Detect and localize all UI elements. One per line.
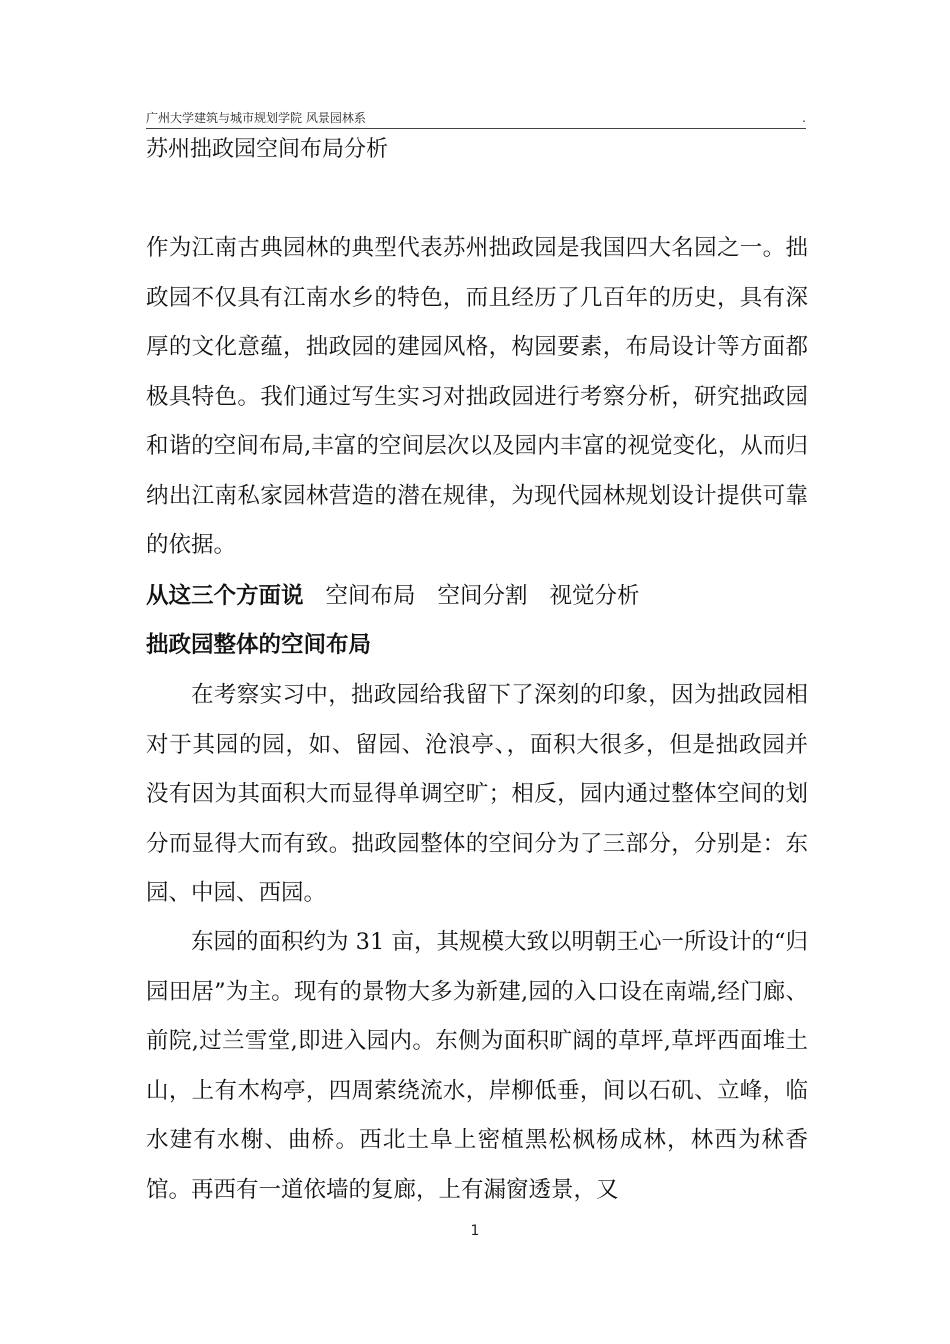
document-title: 苏州拙政园空间布局分析: [146, 137, 389, 162]
page-number: 1: [470, 1223, 480, 1239]
body-paragraph: 东园的面积约为 31 亩，其规模大致以明朝王心一所设计的“归园田居”为主。现有的景物大多为新建,园的入口设在南端,经门廊、前院,过兰雪堂,即进入园内。东侧为面积旷阔的草坪,草坪西面堆土山，上有木构亭，四周萦绕流水，岸柳低垂，间以石矶、立峰，临水建有水榭、曲桥。西北土阜上密植黑松枫杨成林，林西为秫香馆。再西有一道依墙的复廊，上有漏窗透景，又: [146, 929, 808, 1203]
header-institution-text: 广州大学建筑与城市规划学院 风景园林系: [146, 111, 366, 125]
aspects-line: [146, 571, 808, 622]
header-mark: .: [802, 111, 806, 125]
intro-paragraph: 作为江南古典园林的典型代表苏州拙政园是我国四大名园之一。拙政园不仅具有江南水乡的特色，而且经历了几百年的历史，具有深厚的文化意蕴，拙政园的建园风格，构园要素，布局设计等方面都极具特色。我们通过写生实习对拙政园进行考察分析，研究拙政园和谐的空间布局,丰富的空间层次以及园内丰富的视觉变化，从而归纳出江南私家园林营造的潜在规律，为现代园林规划设计提供可靠的依据。: [146, 235, 808, 558]
aspect-item-layout: 空间布局: [325, 583, 416, 609]
page-header: [146, 110, 806, 129]
aspect-item-division: 空间分割: [437, 583, 528, 609]
section-heading: 拙政园整体的空间布局: [146, 632, 372, 658]
body-paragraph: 在考察实习中，拙政园给我留下了深刻的印象，因为拙政园相对于其园的园，如、留园、沧浪亭、，面积大很多，但是拙政园并没有因为其面积大而显得单调空旷；相反，园内通过整体空间的划分而显得大而有致。拙政园整体的空间分为了三部分，分别是：东园、中园、西园。: [146, 682, 808, 906]
aspects-lead: 从这三个方面说: [146, 583, 304, 609]
aspect-item-visual: 视觉分析: [549, 583, 640, 609]
